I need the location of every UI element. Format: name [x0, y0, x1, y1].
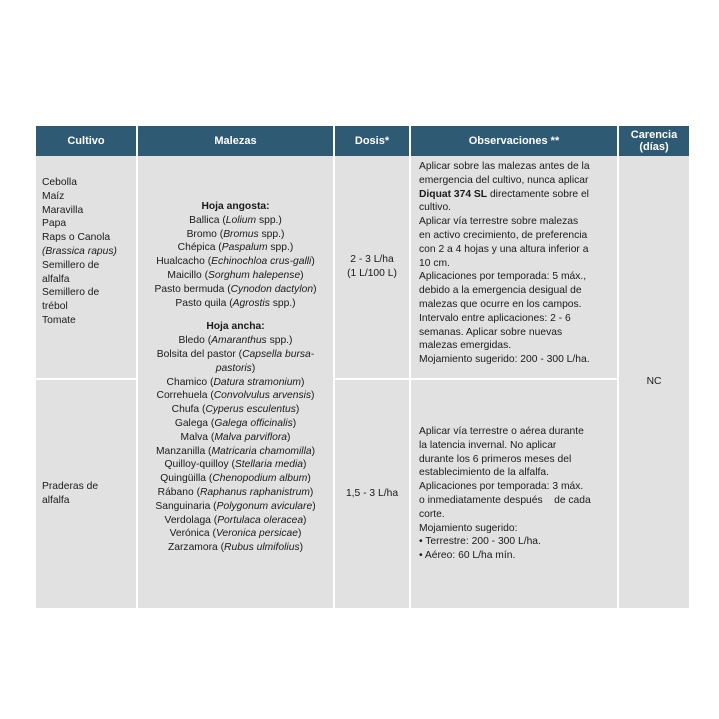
- obs-line: malezas emergidas.: [419, 340, 512, 352]
- weed-item: Bledo (Amaranthus spp.): [178, 335, 293, 347]
- obs-line: Aplicar sobre las malezas antes de la: [419, 161, 590, 172]
- header-malezas: Malezas: [138, 126, 333, 156]
- obs-line: • Aéreo: 60 L/ha mín.: [419, 550, 516, 562]
- obs-line: Mojamiento sugerido: 200 - 300 L/ha.: [419, 354, 590, 366]
- header-cultivo: Cultivo: [36, 126, 136, 156]
- carencia-cell: NC: [619, 156, 689, 608]
- dosis-value: 1,5 - 3 L/ha: [345, 488, 399, 500]
- weed-item: Chamico (Datura stramonium): [166, 376, 305, 388]
- obs-line: Aplicaciones por temporada: 3 máx.: [419, 481, 584, 493]
- obs-line: cultivo.: [419, 202, 452, 214]
- weed-item: Chufa (Cyperus esculentus): [171, 404, 300, 416]
- obs-line: con 2 a 4 hojas y una altura inferior a: [419, 243, 589, 255]
- weed-item: Ballica (Lolium spp.): [189, 214, 282, 226]
- weed-item: Pasto bermuda (Cynodon dactylon): [154, 283, 317, 295]
- cultivo-item: Semillero de: [42, 287, 100, 299]
- obs-line: semanas. Aplicar sobre nuevas: [419, 326, 563, 338]
- obs-line: Intervalo entre aplicaciones: 2 - 6: [419, 312, 571, 324]
- cultivo-item: Cebolla: [42, 177, 77, 188]
- header-carencia: [619, 126, 689, 156]
- product-name: Diquat 374 SL: [419, 188, 488, 200]
- dosis-value-secondary: (1 L/100 L): [347, 268, 397, 279]
- cultivo-cell-1: [36, 156, 136, 378]
- weed-item: Zarzamora (Rubus ulmifolius): [167, 542, 304, 554]
- obs-line: o inmediatamente después de cada: [419, 495, 591, 506]
- group-spacer: [142, 310, 329, 320]
- weed-item: Maicillo (Sorghum halepense): [167, 269, 304, 281]
- header-observaciones: Observaciones **: [411, 126, 617, 156]
- obs-line: emergencia del cultivo, nunca aplicar: [419, 174, 589, 186]
- hoja-angosta-title: Hoja angosta:: [201, 201, 270, 212]
- cultivo-item: Tomate: [42, 314, 76, 326]
- obs-line: Aplicaciones por temporada: 5 máx.,: [419, 271, 587, 283]
- weed-item: pastoris): [215, 362, 256, 374]
- weed-item: Rábano (Raphanus raphanistrum): [157, 486, 314, 498]
- hoja-ancha-title: Hoja ancha:: [206, 321, 265, 333]
- observaciones-cell-2: [411, 378, 617, 608]
- obs-line: • Terrestre: 200 - 300 L/ha.: [419, 536, 541, 548]
- header-carencia-line1: Carencia: [630, 129, 678, 141]
- obs-line: la latencia invernal. No aplicar: [419, 439, 557, 451]
- dosis-cell-2: [335, 378, 409, 608]
- observaciones-cell-1: [411, 156, 617, 378]
- obs-line: Mojamiento sugerido:: [419, 522, 518, 534]
- dosis-cell-1: [335, 156, 409, 378]
- obs-line: Diquat 374 SL directamente sobre el: [419, 188, 589, 200]
- weed-item: Sanguinaria (Polygonum aviculare): [155, 500, 316, 512]
- weed-item: Hualcacho (Echinochloa crus-galli): [156, 256, 315, 268]
- weed-item: Verónica (Veronica persicae): [169, 528, 302, 540]
- cultivo-item: Praderas de: [42, 481, 99, 493]
- obs-line: debido a la emergencia desigual de: [419, 285, 582, 297]
- cultivo-item: Papa: [42, 218, 67, 230]
- header-dosis: Dosis*: [335, 126, 409, 156]
- obs-line: corte.: [419, 508, 445, 520]
- weed-item: Galega (Galega officinalis): [174, 417, 297, 429]
- weed-item: Verdolaga (Portulaca oleracea): [164, 514, 307, 526]
- cultivo-item: (Brassica rapus): [42, 245, 117, 257]
- cultivo-item: alfalfa: [42, 273, 70, 285]
- cultivo-item: Semillero de: [42, 259, 100, 271]
- weed-item: Bolsita del pastor (Capsella bursa-: [156, 348, 315, 360]
- table-header-row: [36, 126, 689, 156]
- header-carencia-line2: (días): [639, 141, 669, 153]
- obs-line: en activo crecimiento, de preferencia: [419, 229, 588, 241]
- weed-item: Chépica (Paspalum spp.): [177, 242, 294, 254]
- weed-item: Malva (Malva parviflora): [180, 431, 291, 443]
- obs-line: Aplicar vía terrestre sobre malezas: [419, 216, 579, 228]
- product-use-table: [34, 126, 691, 608]
- table-row: [36, 156, 689, 378]
- malezas-cell: [138, 156, 333, 608]
- weed-item: Manzanilla (Matricaria chamomilla): [155, 445, 316, 457]
- cultivo-item: trébol: [42, 301, 68, 313]
- weed-item: Correhuela (Convolvulus arvensis): [156, 390, 315, 402]
- cultivo-item: Maravilla: [42, 204, 84, 216]
- cultivo-item: Raps o Canola: [42, 232, 111, 244]
- weed-item: Quingüilla (Chenopodium album): [160, 473, 311, 485]
- obs-line: durante los 6 primeros meses del: [419, 453, 572, 465]
- weed-item: Bromo (Bromus spp.): [186, 228, 285, 240]
- weed-item: Quilloy-quilloy (Stellaria media): [164, 459, 307, 471]
- obs-line: Aplicar vía terrestre o aérea durante: [419, 426, 584, 438]
- dosis-value: 2 - 3 L/ha: [350, 254, 394, 266]
- obs-line: malezas que ocurre en los campos.: [419, 298, 582, 310]
- obs-line: 10 cm.: [419, 257, 450, 269]
- cultivo-item: alfalfa: [42, 495, 70, 506]
- weed-item: Pasto quila (Agrostis spp.): [175, 297, 296, 309]
- obs-line: establecimiento de la alfalfa.: [419, 467, 549, 479]
- table-row: [36, 378, 689, 608]
- cultivo-cell-2: [36, 378, 136, 608]
- cultivo-item: Maíz: [42, 190, 65, 202]
